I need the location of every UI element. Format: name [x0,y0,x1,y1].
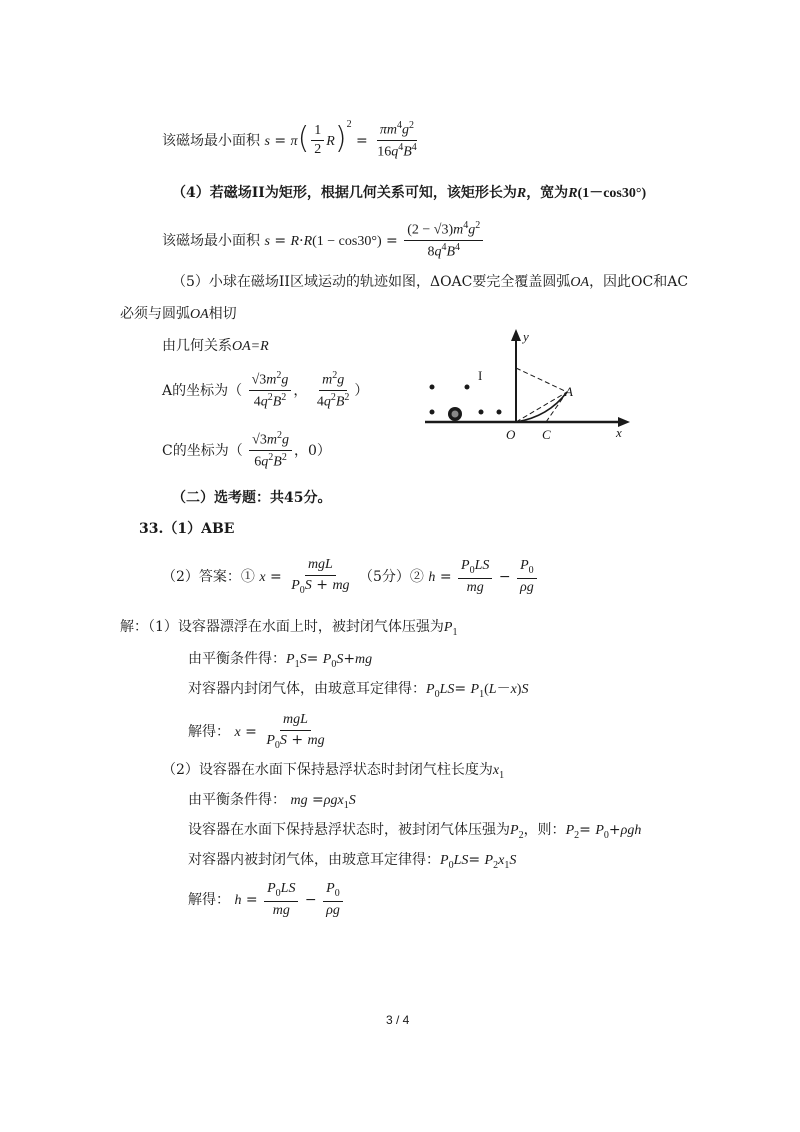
line-text: ，宽为 [526,185,569,201]
field-dot [430,385,435,390]
line-text: （2）答案：① [162,568,255,585]
line-text: （5分）② [359,568,424,585]
boyle-law-2: 对容器内被封闭气体，由玻意耳定律得：$P_0LS= P_2x_1S$ [188,852,517,871]
line-text: 解：（1）设容器漂浮在水面上时，被封闭气体压强为 [120,619,444,635]
line-text: （4）若磁场II为矩形，根据几何关系可知，该矩形长为 [172,185,517,201]
line-text: 解得： [188,891,230,908]
answer-33-2: （2）答案：① x = $\frac{\text{mgL}}{P_0S + mg}$ （5分）② h = $\frac{P_0LS}{mg}$ − $\frac{P_0}{\rho g}$ [162,557,539,597]
line-text: （5）小球在磁场II区域运动的轨迹如图，ΔOAC要完全覆盖圆弧 [172,274,571,290]
min-area-formula-2: 该磁场最小面积 s = R·R(1 − cos30°) = $\frac{(2 - √3)m^4g^2}{8q^4B^4}$ [162,220,485,262]
label-o: O [506,427,516,442]
line-text: C的坐标为（ [162,442,243,459]
dashed-line [516,368,567,392]
equilibrium-2: 由平衡条件得： mg =ρgx$_1$S [188,792,356,811]
line-text: 该磁场最小面积 [162,132,260,149]
field-dot [465,385,470,390]
label-region: I [478,368,483,383]
equilibrium-1: 由平衡条件得：$P_1S= P_0S+mg$ [188,651,373,670]
line-text: 由几何关系 [162,338,232,354]
field-dot [497,410,502,415]
pressure-statement: 设容器在水面下保持悬浮状态时，被封闭气体压强为$P_2$，则：$P_2= P_0+\rho gh$ [188,822,642,841]
line-text: 对容器内封闭气体，由玻意耳定律得： [188,681,426,697]
trajectory-statement: （5）小球在磁场II区域运动的轨迹如图，ΔOAC要完全覆盖圆弧OA，因此OC和AC [172,274,689,290]
result-1: 解得： x = $\frac{\text{mgL}}{P_0S + mg}$ [188,712,325,751]
tangent-statement: 必须与圆弧OA相切 [120,306,237,322]
line-text: 相切 [208,306,237,322]
line-text: ，因此OC和AC [589,274,689,290]
label-x: x [616,425,622,440]
line-text: 该磁场最小面积 [162,232,260,249]
label-a: A [565,384,573,399]
solution-part-1: 解：（1）设容器漂浮在水面上时，被封闭气体压强为$P_1$ [120,619,458,638]
dashed-line [516,392,567,422]
page-number: 3 / 4 [386,1013,410,1027]
line-text: 33.（1）ABE [139,521,235,537]
ball-highlight [452,411,459,418]
line-text: 设容器在水面下保持悬浮状态时，被封闭气体压强为 [188,822,510,838]
min-area-formula-1: 该磁场最小面积 s = π( $\frac{1}{2}$ R)$^2$ = $\frac{\pi m^4g^2}{16q^4B^4}$ [162,119,417,161]
line-text: 对容器内被封闭气体，由玻意耳定律得： [188,852,440,868]
line-text: 必须与圆弧 [120,306,190,322]
label-c: C [542,427,551,442]
line-text: （2）设容器在水面下保持悬浮状态时封闭气柱长度为 [162,762,493,778]
line-text: （二）选考题：共45分。 [172,490,332,506]
answer-33-1 [139,521,234,538]
field-dot [430,410,435,415]
line-text: 由平衡条件得： [188,651,286,667]
line-text: A的坐标为（ [162,382,243,399]
line-text: 解得： [188,723,230,740]
solution-part-2: （2）设容器在水面下保持悬浮状态时封闭气柱长度为$x_1$ [162,762,505,781]
field-dot [479,410,484,415]
geometry-relation: 由几何关系OA=R [162,338,269,354]
result-2: 解得： h = $\frac{P_0LS}{mg}$ − $\frac{P_0}{\rho g}$ [188,880,345,920]
line-text: ，则： [523,822,566,838]
rectangle-statement: （4）若磁场II为矩形，根据几何关系可知，该矩形长为R，宽为R(1－cos30°) [172,185,647,201]
trajectory-diagram [420,325,640,445]
coordinate-a: A的坐标为（ $\frac{√3m^2g}{4q^2B^2}$ ， $\frac{m^2g}{4q^2B^2}$ ） [162,370,369,411]
line-text: 由平衡条件得： [188,792,286,808]
boyle-law-1: 对容器内封闭气体，由玻意耳定律得：$P_0LS= P_1(L-x)S$ [188,681,529,700]
label-y: y [523,329,529,344]
section-heading [172,490,331,507]
y-axis-arrow [511,329,521,341]
coordinate-c: C的坐标为（ $\frac{√3m^2g}{6q^2B^2}$ ，0） [162,430,331,471]
